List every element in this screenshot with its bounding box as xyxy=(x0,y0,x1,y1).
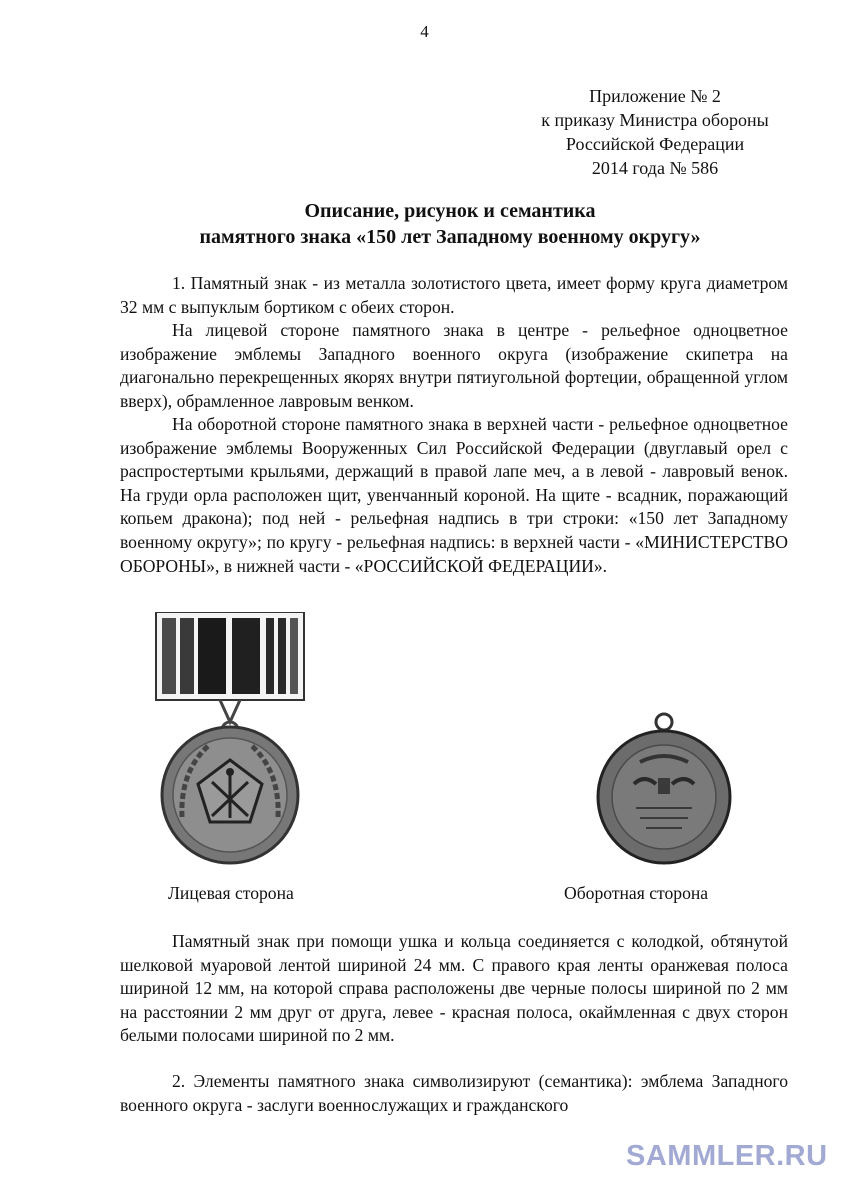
appendix-line-4: 2014 года № 586 xyxy=(591,158,719,178)
appendix-block xyxy=(470,84,840,180)
appendix-line-2: к приказу Министра обороны xyxy=(541,110,769,130)
page-number: 4 xyxy=(420,22,429,41)
medal-drawing xyxy=(120,612,788,882)
site-watermark: SAMMLER.RU xyxy=(626,1140,828,1172)
title-line-2: памятного знака «150 лет Западному военному округу» xyxy=(199,226,701,248)
document-title xyxy=(60,198,840,250)
paragraph-4: Памятный знак при помощи ушка и кольца соединяется с колодкой, обтянутой шелковой муаровой лентой шириной 24 мм. С правого края ленты оранжевая полоса шириной 12 мм, на которой справа расположены две черные полосы шириной по 2 мм на расстоянии 2 мм друг от друга, левее - красная полоса, окаймленная с двух сторон белыми полосами шириной по 2 мм. xyxy=(120,931,788,1046)
title-line-1: Описание, рисунок и семантика xyxy=(304,200,596,222)
front-medal xyxy=(156,612,304,863)
caption-front-side: Лицевая сторона xyxy=(168,883,294,903)
medal-illustration xyxy=(120,612,788,882)
paragraph-3: На оборотной стороне памятного знака в верхней части - рельефное одноцветное изображение эмблемы Вооруженных Сил Российской Федерации (двуглавый орел с распростертыми крыльями, держащий в правой лапе меч, а в левой - лавровый венок. На груди орла расположен щит, увенчанный короной. На щите - всадник, поражающий копьем дракона); под ней - рельефная надпись в три строки: «150 лет Западному военному округу»; по кругу - рельефная надпись: в верхней части - «МИНИСТЕРСТВО ОБОРОНЫ», в нижней части - «РОССИЙСКОЙ ФЕДЕРАЦИИ». xyxy=(120,414,788,576)
paragraph-2: На лицевой стороне памятного знака в центре - рельефное одноцветное изображение эмблемы Западного военного округа (изображение скипетра на диагонально перекрещенных якорях внутри пятиугольной фортеции, обращенной углом вверх), обрамленное лавровым венком. xyxy=(120,320,788,411)
appendix-line-1: Приложение № 2 xyxy=(589,86,721,106)
appendix-line-3: Российской Федерации xyxy=(565,134,745,154)
paragraph-1: 1. Памятный знак - из металла золотистого цвета, имеет форму круга диаметром 32 мм с выпуклым бортиком с обеих сторон. xyxy=(120,273,788,317)
caption-back-side: Оборотная сторона xyxy=(564,883,709,903)
back-medal xyxy=(598,714,730,863)
paragraph-5: 2. Элементы памятного знака символизируют (семантика): эмблема Западного военного округа - заслуги военнослужащих и гражданского xyxy=(120,1071,788,1115)
